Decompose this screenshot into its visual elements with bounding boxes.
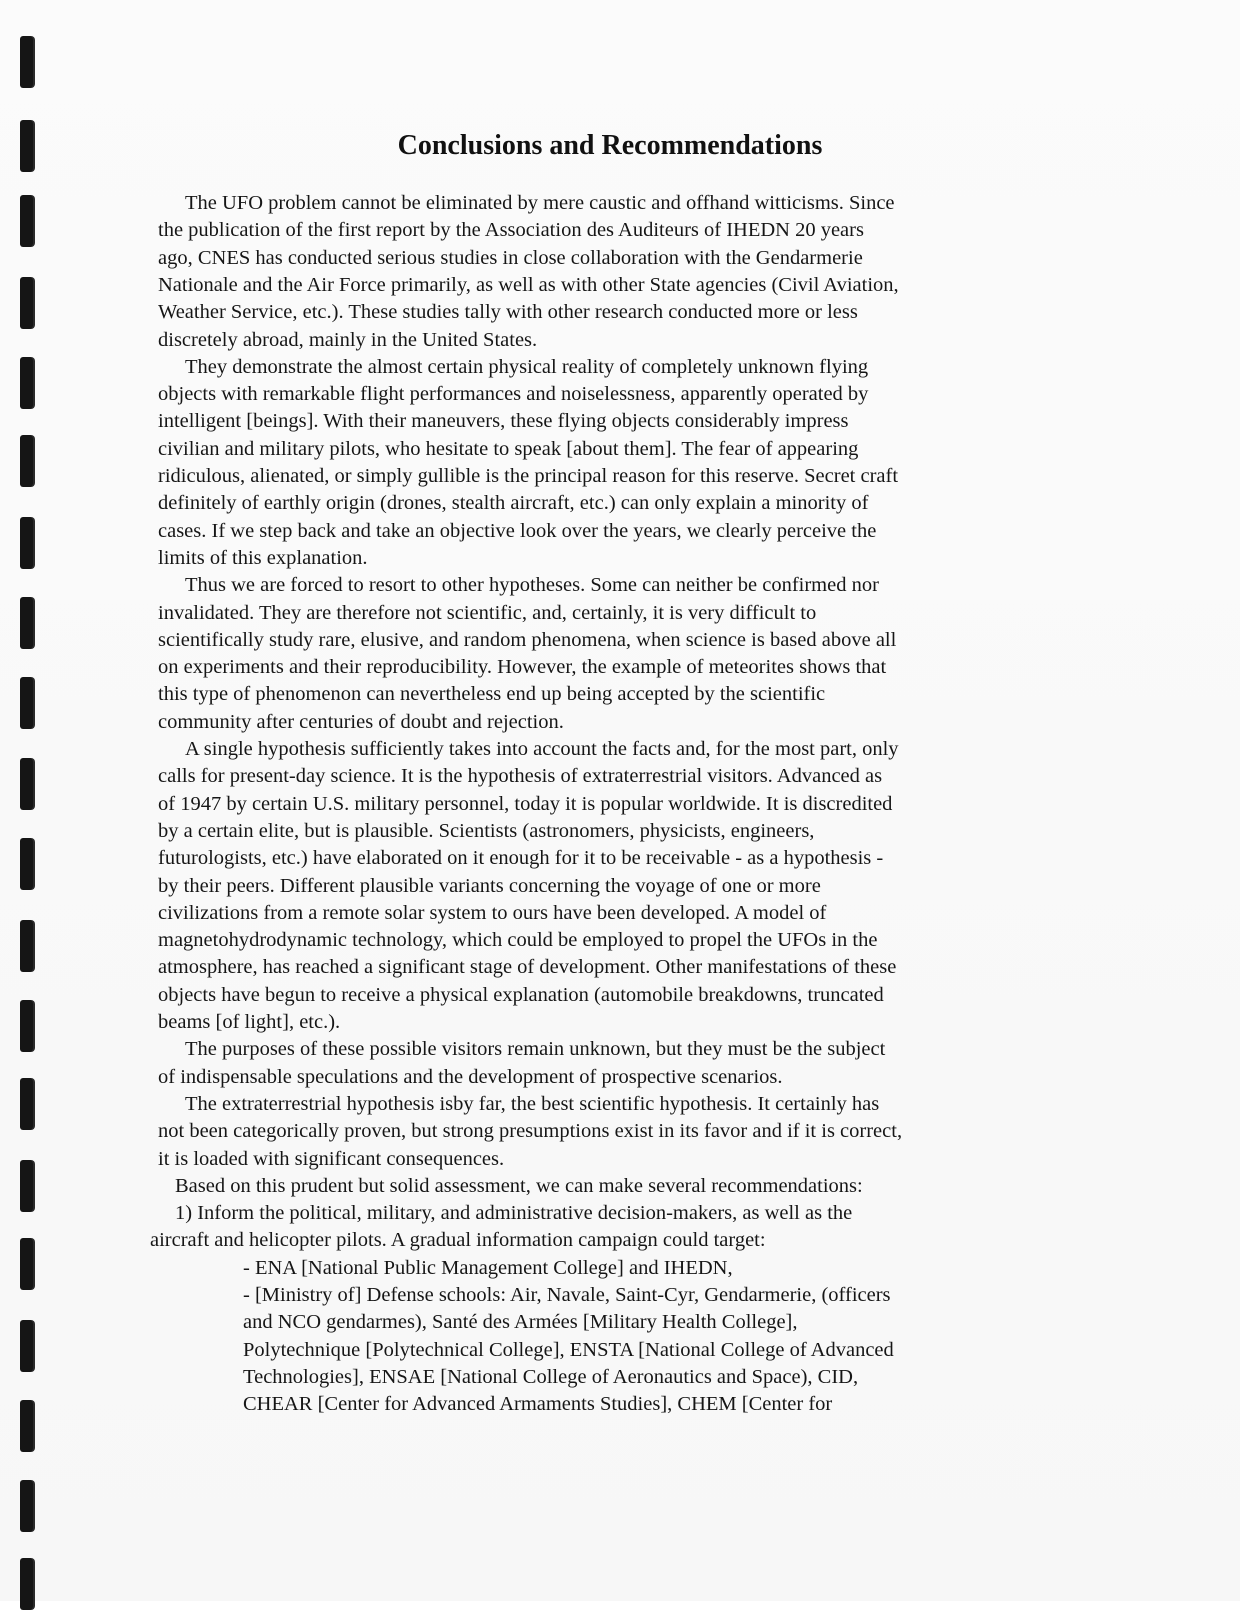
text-line: Based on this prudent but solid assessment, we can make several recommendations: xyxy=(175,1174,863,1197)
binding-hole xyxy=(20,1000,33,1052)
binding-hole xyxy=(20,597,33,649)
text-line: intelligent [beings]. With their maneuvers, these flying objects considerably impress xyxy=(158,410,849,433)
text-line: Nationale and the Air Force primarily, as well as with other State agencies (Civil Aviation, xyxy=(158,273,899,296)
binding-hole xyxy=(20,1558,33,1610)
text-line: ago, CNES has conducted serious studies in close collaboration with the Gendarmerie xyxy=(158,246,863,269)
binding-hole xyxy=(20,357,33,409)
text-line: - ENA [National Public Management College] and IHEDN, xyxy=(243,1256,733,1279)
text-line: Polytechnique [Polytechnical College], ENSTA [National College of Advanced xyxy=(243,1338,894,1361)
binding-hole xyxy=(20,1400,33,1452)
text-line: of 1947 by certain U.S. military personnel, today it is popular worldwide. It is discredited xyxy=(158,792,893,815)
text-line: scientifically study rare, elusive, and random phenomena, when science is based above all xyxy=(158,628,897,651)
text-line: on experiments and their reproducibility. However, the example of meteorites shows that xyxy=(158,656,887,679)
text-line: cases. If we step back and take an objective look over the years, we clearly perceive the xyxy=(158,519,877,542)
text-line: calls for present-day science. It is the hypothesis of extraterrestrial visitors. Advanced as xyxy=(158,765,883,788)
binding-hole xyxy=(20,36,33,88)
binding-hole xyxy=(20,677,33,729)
text-line: ridiculous, alienated, or simply gullible is the principal reason for this reserve. Secret craft xyxy=(158,465,899,487)
text-line: invalidated. They are therefore not scientific, and, certainly, it is very difficult to xyxy=(158,601,817,624)
binding-hole xyxy=(20,1238,33,1290)
text-line: CHEAR [Center for Advanced Armaments Studies], CHEM [Center for xyxy=(243,1393,833,1416)
text-line: this type of phenomenon can nevertheless end up being accepted by the scientific xyxy=(158,683,826,706)
page-title: Conclusions and Recommendations xyxy=(397,130,823,161)
text-line: civilian and military pilots, who hesitate to speak [about them]. The fear of appearing xyxy=(158,437,859,460)
text-line: aircraft and helicopter pilots. A gradual information campaign could target: xyxy=(150,1229,766,1252)
binding-hole xyxy=(20,277,33,329)
text-line: - [Ministry of] Defense schools: Air, Navale, Saint-Cyr, Gendarmerie, (officers xyxy=(243,1284,891,1306)
text-line: civilizations from a remote solar system to ours have been developed. A model of xyxy=(158,901,827,924)
binding-hole xyxy=(20,1320,33,1372)
text-line: and NCO gendarmes), Santé des Armées [Military Health College], xyxy=(243,1311,798,1334)
text-line: atmosphere, has reached a significant stage of development. Other manifestations of these xyxy=(158,956,897,979)
text-line: Thus we are forced to resort to other hypotheses. Some can neither be confirmed nor xyxy=(185,574,879,597)
binding-hole xyxy=(20,195,33,247)
text-line: community after centuries of doubt and rejection. xyxy=(158,710,564,733)
text-line: A single hypothesis sufficiently takes into account the facts and, for the most part, only xyxy=(185,738,899,760)
text-line: it is loaded with significant consequences. xyxy=(158,1147,505,1170)
binding-holes xyxy=(20,30,44,1590)
binding-hole xyxy=(20,435,33,487)
binding-hole xyxy=(20,1160,33,1212)
binding-hole xyxy=(20,120,33,172)
text-line: definitely of earthly origin (drones, stealth aircraft, etc.) can only explain a minority of xyxy=(158,492,869,515)
text-line: limits of this explanation. xyxy=(158,546,368,569)
text-line: by their peers. Different plausible variants concerning the voyage of one or more xyxy=(158,874,821,897)
text-line: futurologists, etc.) have elaborated on it enough for it to be receivable - as a hypothesis - xyxy=(158,847,884,870)
binding-hole xyxy=(20,920,33,972)
binding-hole xyxy=(20,838,33,890)
text-line: not been categorically proven, but strong presumptions exist in its favor and if it is correct, xyxy=(158,1120,903,1143)
text-line: beams [of light], etc.). xyxy=(158,1011,341,1033)
text-line: The extraterrestrial hypothesis isby far, the best scientific hypothesis. It certainly has xyxy=(185,1092,880,1115)
text-line: the publication of the first report by the Association des Auditeurs of IHEDN 20 years xyxy=(158,219,864,242)
text-line: 1) Inform the political, military, and administrative decision-makers, as well as the xyxy=(175,1202,853,1225)
text-line: Weather Service, etc.). These studies tally with other research conducted more or less xyxy=(158,301,858,324)
text-line: objects have begun to receive a physical explanation (automobile breakdowns, truncated xyxy=(158,983,884,1006)
text-line: The purposes of these possible visitors remain unknown, but they must be the subject xyxy=(185,1038,886,1061)
text-line: of indispensable speculations and the development of prospective scenarios. xyxy=(158,1065,783,1088)
text-line: objects with remarkable flight performances and noiselessness, apparently operated by xyxy=(158,383,869,406)
binding-hole xyxy=(20,1078,33,1130)
binding-hole xyxy=(20,1480,33,1532)
text-line: Technologies], ENSAE [National College of Aeronautics and Space), CID, xyxy=(243,1365,859,1388)
text-line: magnetohydrodynamic technology, which could be employed to propel the UFOs in the xyxy=(158,929,878,952)
text-line: by a certain elite, but is plausible. Scientists (astronomers, physicists, engineers, xyxy=(158,819,815,842)
binding-hole xyxy=(20,517,33,569)
text-line: discretely abroad, mainly in the United States. xyxy=(158,328,538,351)
text-line: They demonstrate the almost certain physical reality of completely unknown flying xyxy=(185,355,869,378)
binding-hole xyxy=(20,758,33,810)
text-line: The UFO problem cannot be eliminated by mere caustic and offhand witticisms. Since xyxy=(185,192,895,214)
